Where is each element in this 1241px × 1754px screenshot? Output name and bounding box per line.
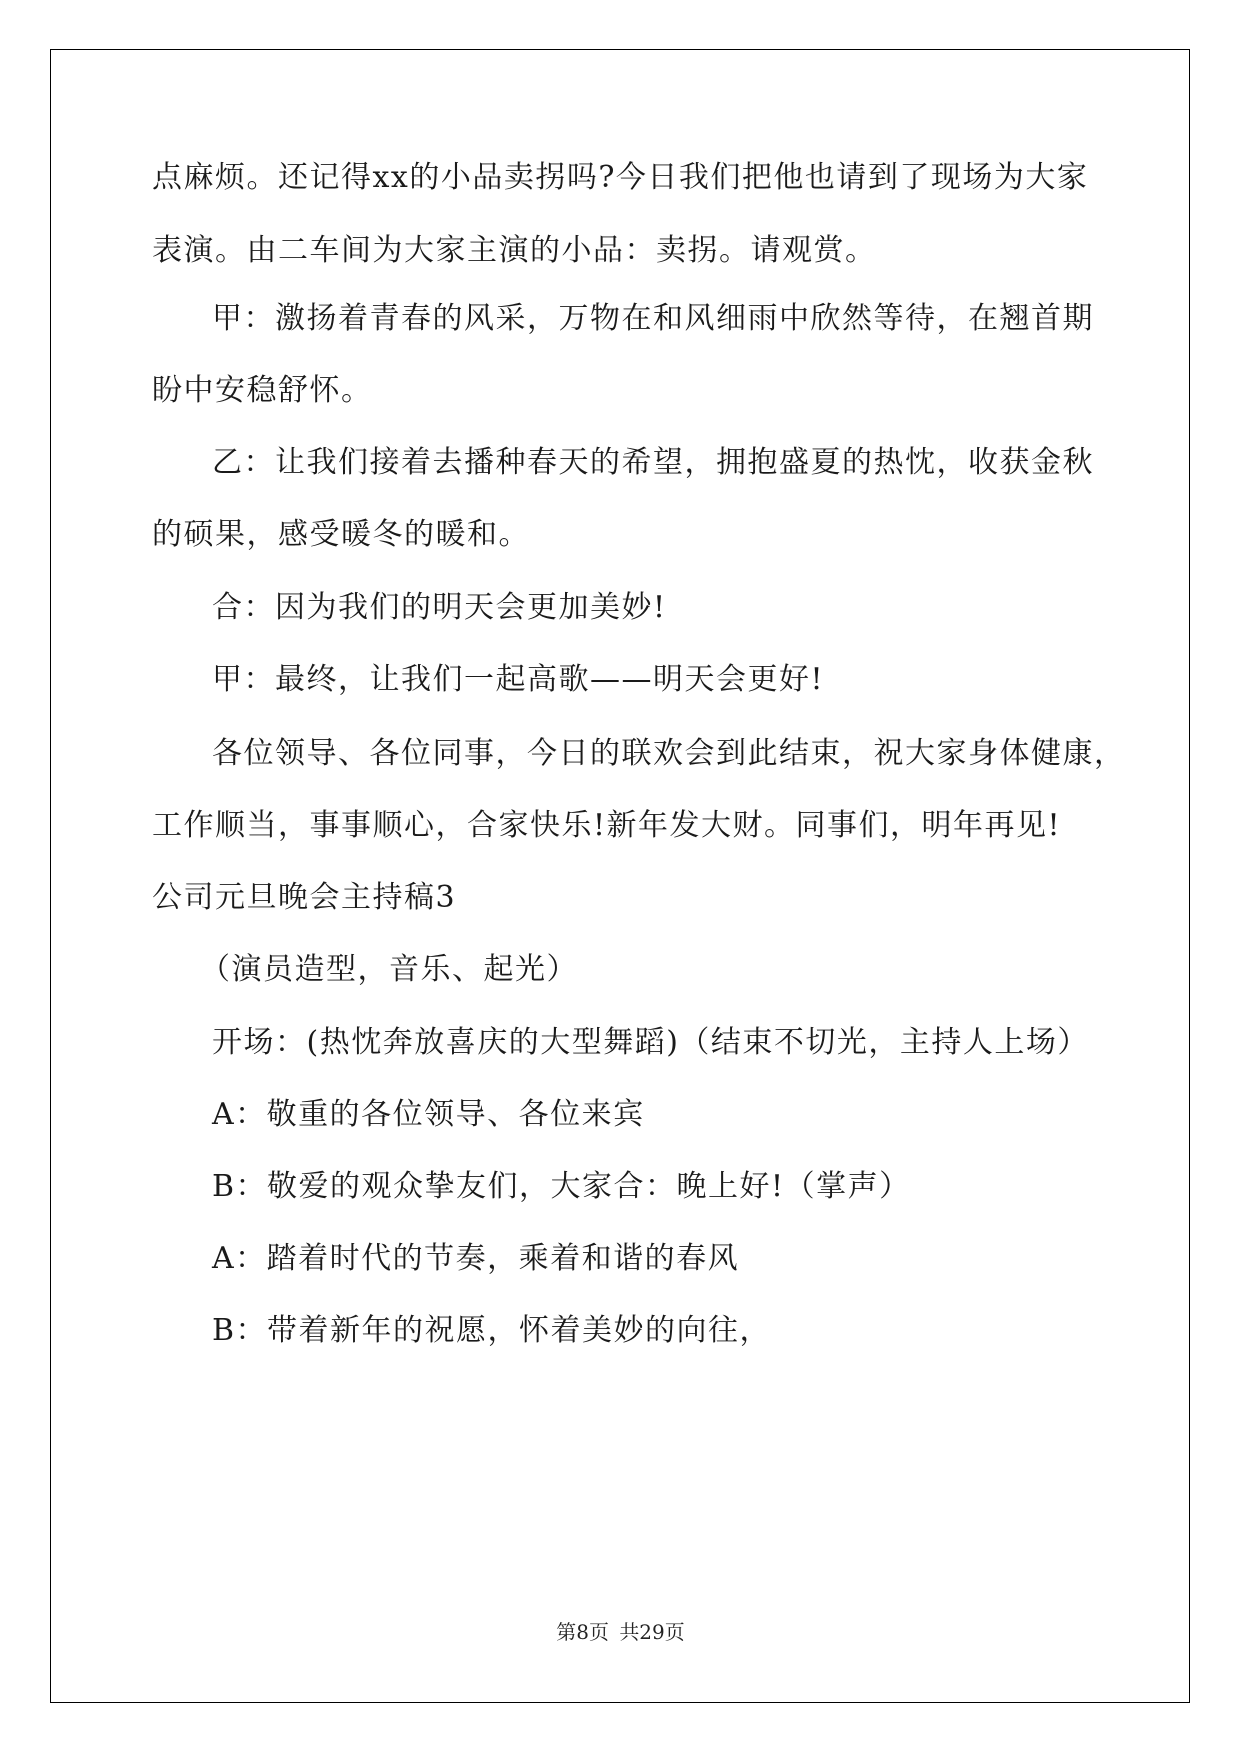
section-heading: 公司元旦晚会主持稿3 <box>152 880 457 915</box>
paragraph-line: B：敬爱的观众挚友们，大家合：晚上好!（掌声） <box>212 1169 911 1204</box>
text-line: 点麻烦。还记得xx的小品卖拐吗?今日我们把他也请到了现场为大家 <box>152 160 1089 195</box>
text-line: 工作顺当，事事顺心，合家快乐!新年发大财。同事们，明年再见! <box>152 808 1062 843</box>
page-footer <box>0 1620 1241 1644</box>
paragraph-line: 甲：最终，让我们一起高歌——明天会更好! <box>212 662 825 697</box>
paragraph-line: A：踏着时代的节奏，乘着和谐的春风 <box>212 1241 740 1276</box>
text-line: 盼中安稳舒怀。 <box>152 373 373 408</box>
paragraph-line: 合：因为我们的明天会更加美妙! <box>212 590 667 625</box>
paragraph-line: A：敬重的各位领导、各位来宾 <box>212 1097 645 1132</box>
text-line: 表演。由二车间为大家主演的小品：卖拐。请观赏。 <box>152 233 877 268</box>
page-border <box>50 49 1190 1703</box>
paragraph-line: 乙：让我们接着去播种春天的希望，拥抱盛夏的热忱，收获金秋 <box>212 445 1094 480</box>
paragraph-line: 各位领导、各位同事，今日的联欢会到此结束，祝大家身体健康， <box>212 736 1126 771</box>
stage-direction: （演员造型，音乐、起光） <box>200 952 578 987</box>
page-number: 第8页 <box>556 1620 609 1644</box>
paragraph-line: 甲：激扬着青春的风采，万物在和风细雨中欣然等待，在翘首期 <box>212 301 1094 336</box>
paragraph-line: 开场：(热忱奔放喜庆的大型舞蹈)（结束不切光，主持人上场） <box>212 1025 1089 1060</box>
paragraph-line: B：带着新年的祝愿，怀着美妙的向往， <box>212 1313 772 1348</box>
total-pages: 共29页 <box>619 1620 685 1644</box>
text-line: 的硕果，感受暖冬的暖和。 <box>152 517 530 552</box>
